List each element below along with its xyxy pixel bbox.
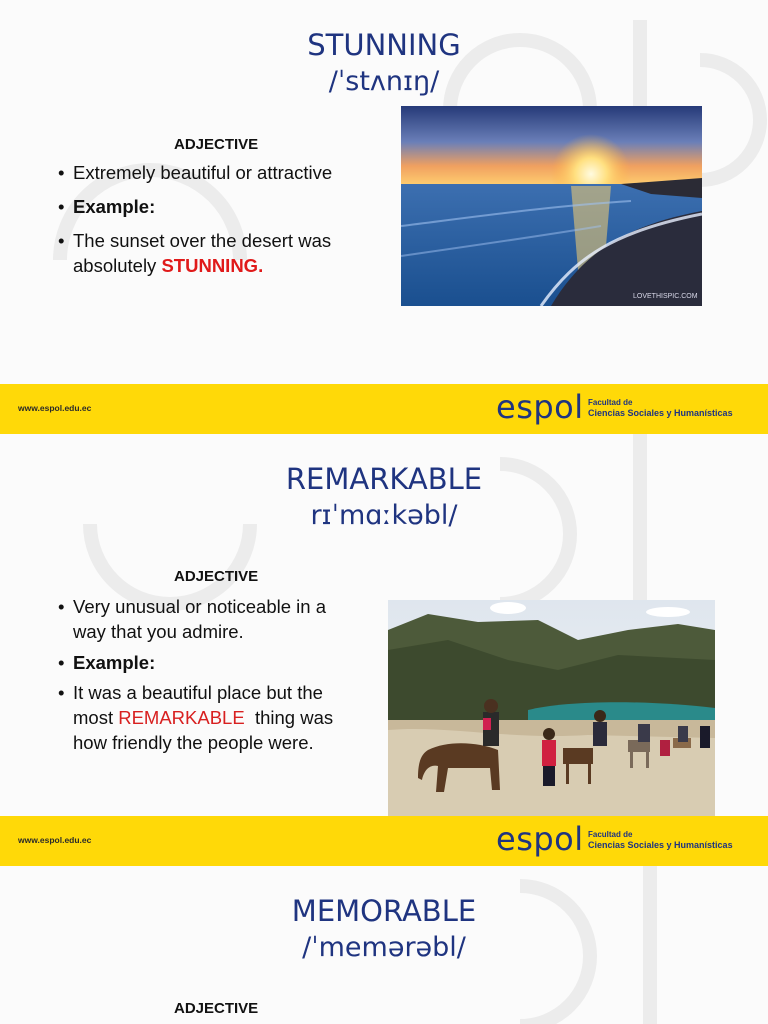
footer-bar [0, 384, 768, 434]
word-title: MEMORABLE [291, 894, 477, 928]
footer-url[interactable]: www.espol.edu.ec [18, 403, 92, 413]
definition-text [73, 594, 326, 644]
example-line-2-suffix: thing was [244, 707, 334, 728]
word-title: STUNNING [307, 28, 461, 62]
bullet-dot: • [58, 682, 65, 703]
example-label: Example: [73, 196, 156, 217]
example-label: Example: [73, 652, 156, 673]
phonetic-transcription: /ˈmemərəbl/ [302, 932, 466, 963]
faculty-line-2: Ciencias Sociales y Humanísticas [588, 840, 733, 850]
faculty-line-1: Facultad de [588, 830, 633, 839]
bullet-dot: • [58, 230, 65, 251]
slide-stunning [0, 0, 768, 384]
example-highlighted-word: STUNNING. [161, 255, 264, 276]
espol-logo: espol [496, 388, 584, 426]
example-line-2-prefix: most [73, 707, 119, 728]
sunset-beach-photo [401, 106, 702, 306]
espol-logo: espol [496, 820, 584, 858]
example-line-1: It was a beautiful place but the [73, 682, 323, 703]
part-of-speech: ADJECTIVE [174, 568, 259, 585]
slide-remarkable [0, 434, 768, 816]
phonetic-transcription: /ˈstʌnɪŋ/ [328, 66, 440, 97]
image-watermark: LOVETHISPIC.COM [633, 293, 698, 300]
faculty-line-2: Ciencias Sociales y Humanísticas [588, 408, 733, 418]
example-line-2-prefix: absolutely [73, 255, 162, 276]
example-sentence [73, 680, 333, 755]
phonetic-transcription: rɪˈmɑːkəbl/ [310, 500, 458, 531]
faculty-line-1: Facultad de [588, 398, 633, 407]
riders-lagoon-photo [388, 600, 715, 816]
part-of-speech: ADJECTIVE [174, 136, 259, 153]
example-highlighted-word: REMARKABLE [118, 707, 245, 728]
example-sentence [73, 228, 331, 278]
bullet-dot: • [58, 196, 65, 217]
footer-url[interactable]: www.espol.edu.ec [18, 835, 92, 845]
slide-memorable [0, 866, 768, 1024]
example-line-3: how friendly the people were. [73, 732, 314, 753]
example-line-1: The sunset over the desert was [73, 230, 332, 251]
definition-line-1: Very unusual or noticeable in a [73, 596, 327, 617]
bullet-dot: • [58, 162, 65, 183]
footer-bar [0, 816, 768, 866]
word-title: REMARKABLE [285, 462, 483, 496]
definition-line-2: way that you admire. [73, 621, 244, 642]
bullet-dot: • [58, 596, 65, 617]
part-of-speech: ADJECTIVE [174, 1000, 259, 1017]
bullet-dot: • [58, 652, 65, 673]
definition-text: Extremely beautiful or attractive [73, 162, 333, 183]
